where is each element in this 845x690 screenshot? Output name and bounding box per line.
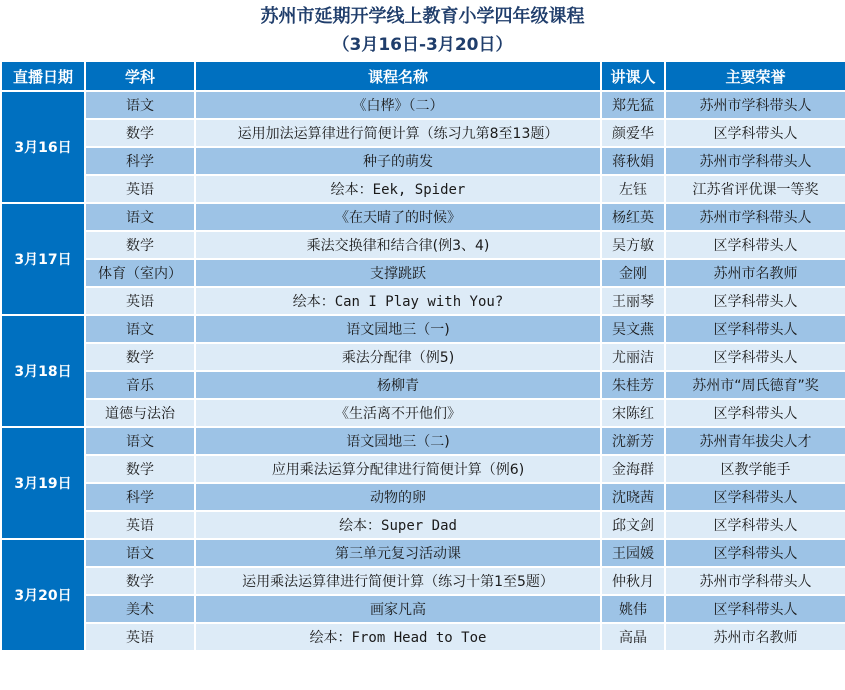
date-cell: 3月20日 bbox=[1, 539, 85, 651]
teacher-cell: 吴文燕 bbox=[601, 315, 665, 343]
honor-cell: 苏州市学科带头人 bbox=[665, 567, 845, 595]
course-cell: 第三单元复习活动课 bbox=[195, 539, 601, 567]
page-title: 苏州市延期开学线上教育小学四年级课程 bbox=[260, 6, 585, 27]
honor-cell: 区学科带头人 bbox=[665, 399, 845, 427]
honor-cell: 苏州市“周氏德育”奖 bbox=[665, 371, 845, 399]
table-row bbox=[1, 623, 845, 651]
course-cell: 乘法交换律和结合律(例3、4) bbox=[195, 231, 601, 259]
subject-cell: 英语 bbox=[85, 511, 195, 539]
course-cell: 绘本：Super Dad bbox=[195, 511, 601, 539]
course-cell: 运用加法运算律进行简便计算（练习九第8至13题） bbox=[195, 119, 601, 147]
subject-cell: 语文 bbox=[85, 539, 195, 567]
subject-cell: 数学 bbox=[85, 455, 195, 483]
teacher-cell: 王园媛 bbox=[601, 539, 665, 567]
subject-cell: 音乐 bbox=[85, 371, 195, 399]
teacher-cell: 姚伟 bbox=[601, 595, 665, 623]
teacher-cell: 沈晓茜 bbox=[601, 483, 665, 511]
table-row bbox=[1, 119, 845, 147]
table-row bbox=[1, 231, 845, 259]
course-cell: 绘本：Eek, Spider bbox=[195, 175, 601, 203]
table-row bbox=[1, 91, 845, 119]
subject-cell: 科学 bbox=[85, 147, 195, 175]
table-row bbox=[1, 567, 845, 595]
teacher-cell: 邱文剑 bbox=[601, 511, 665, 539]
subject-cell: 科学 bbox=[85, 483, 195, 511]
honor-cell: 苏州市学科带头人 bbox=[665, 147, 845, 175]
course-cell: 运用乘法运算律进行简便计算（练习十第1至5题） bbox=[195, 567, 601, 595]
table-row bbox=[1, 539, 845, 567]
header-subject: 学科 bbox=[85, 61, 195, 91]
course-cell: 画家凡高 bbox=[195, 595, 601, 623]
teacher-cell: 金海群 bbox=[601, 455, 665, 483]
honor-cell: 苏州市名教师 bbox=[665, 259, 845, 287]
teacher-cell: 仲秋月 bbox=[601, 567, 665, 595]
teacher-cell: 左钰 bbox=[601, 175, 665, 203]
teacher-cell: 蒋秋娟 bbox=[601, 147, 665, 175]
course-cell: 种子的萌发 bbox=[195, 147, 601, 175]
course-cell: 绘本：From Head to Toe bbox=[195, 623, 601, 651]
honor-cell: 苏州青年拔尖人才 bbox=[665, 427, 845, 455]
subject-cell: 数学 bbox=[85, 567, 195, 595]
course-cell: 《白桦》（二） bbox=[195, 91, 601, 119]
table-row bbox=[1, 511, 845, 539]
subject-cell: 数学 bbox=[85, 231, 195, 259]
honor-cell: 苏州市名教师 bbox=[665, 623, 845, 651]
honor-cell: 苏州市学科带头人 bbox=[665, 203, 845, 231]
honor-cell: 江苏省评优课一等奖 bbox=[665, 175, 845, 203]
honor-cell: 苏州市学科带头人 bbox=[665, 91, 845, 119]
subject-cell: 英语 bbox=[85, 287, 195, 315]
honor-cell: 区学科带头人 bbox=[665, 511, 845, 539]
honor-cell: 区学科带头人 bbox=[665, 595, 845, 623]
subject-cell: 道德与法治 bbox=[85, 399, 195, 427]
subject-cell: 英语 bbox=[85, 623, 195, 651]
table-row bbox=[1, 399, 845, 427]
table-row bbox=[1, 147, 845, 175]
subject-cell: 语文 bbox=[85, 91, 195, 119]
course-cell: 杨柳青 bbox=[195, 371, 601, 399]
subject-cell: 美术 bbox=[85, 595, 195, 623]
honor-cell: 区教学能手 bbox=[665, 455, 845, 483]
teacher-cell: 郑先猛 bbox=[601, 91, 665, 119]
table-row bbox=[1, 427, 845, 455]
subject-cell: 体育（室内） bbox=[85, 259, 195, 287]
teacher-cell: 杨红英 bbox=[601, 203, 665, 231]
teacher-cell: 金刚 bbox=[601, 259, 665, 287]
subject-cell: 英语 bbox=[85, 175, 195, 203]
teacher-cell: 吴方敏 bbox=[601, 231, 665, 259]
page-subtitle: （3月16日-3月20日） bbox=[332, 35, 513, 55]
subject-cell: 语文 bbox=[85, 203, 195, 231]
date-cell: 3月18日 bbox=[1, 315, 85, 427]
table-row bbox=[1, 455, 845, 483]
date-cell: 3月16日 bbox=[1, 91, 85, 203]
table-row bbox=[1, 315, 845, 343]
honor-cell: 区学科带头人 bbox=[665, 539, 845, 567]
header-teacher: 讲课人 bbox=[601, 61, 665, 91]
schedule-table bbox=[0, 60, 845, 652]
table-row bbox=[1, 483, 845, 511]
course-cell: 语文园地三（二) bbox=[195, 427, 601, 455]
honor-cell: 区学科带头人 bbox=[665, 315, 845, 343]
course-cell: 动物的卵 bbox=[195, 483, 601, 511]
date-cell: 3月19日 bbox=[1, 427, 85, 539]
date-cell: 3月17日 bbox=[1, 203, 85, 315]
table-row bbox=[1, 287, 845, 315]
course-cell: 支撑跳跃 bbox=[195, 259, 601, 287]
title-block bbox=[0, 0, 845, 60]
course-cell: 应用乘法运算分配律进行简便计算（例6) bbox=[195, 455, 601, 483]
honor-cell: 区学科带头人 bbox=[665, 119, 845, 147]
course-cell: 绘本：Can I Play with You? bbox=[195, 287, 601, 315]
table-row bbox=[1, 175, 845, 203]
header-row bbox=[1, 61, 845, 91]
course-cell: 乘法分配律（例5) bbox=[195, 343, 601, 371]
honor-cell: 区学科带头人 bbox=[665, 231, 845, 259]
teacher-cell: 颜爱华 bbox=[601, 119, 665, 147]
teacher-cell: 尤丽洁 bbox=[601, 343, 665, 371]
table-row bbox=[1, 595, 845, 623]
subject-cell: 数学 bbox=[85, 119, 195, 147]
header-date: 直播日期 bbox=[1, 61, 85, 91]
subject-cell: 语文 bbox=[85, 427, 195, 455]
teacher-cell: 高晶 bbox=[601, 623, 665, 651]
teacher-cell: 王丽琴 bbox=[601, 287, 665, 315]
header-course: 课程名称 bbox=[195, 61, 601, 91]
course-cell: 《生活离不开他们》 bbox=[195, 399, 601, 427]
table-row bbox=[1, 259, 845, 287]
honor-cell: 区学科带头人 bbox=[665, 483, 845, 511]
subject-cell: 语文 bbox=[85, 315, 195, 343]
subject-cell: 数学 bbox=[85, 343, 195, 371]
header-honor: 主要荣誉 bbox=[665, 61, 845, 91]
course-cell: 《在天晴了的时候》 bbox=[195, 203, 601, 231]
teacher-cell: 朱桂芳 bbox=[601, 371, 665, 399]
teacher-cell: 宋陈红 bbox=[601, 399, 665, 427]
honor-cell: 区学科带头人 bbox=[665, 343, 845, 371]
honor-cell: 区学科带头人 bbox=[665, 287, 845, 315]
table-row bbox=[1, 203, 845, 231]
course-cell: 语文园地三（一) bbox=[195, 315, 601, 343]
teacher-cell: 沈新芳 bbox=[601, 427, 665, 455]
table-row bbox=[1, 343, 845, 371]
table-row bbox=[1, 371, 845, 399]
schedule-body bbox=[1, 91, 845, 651]
